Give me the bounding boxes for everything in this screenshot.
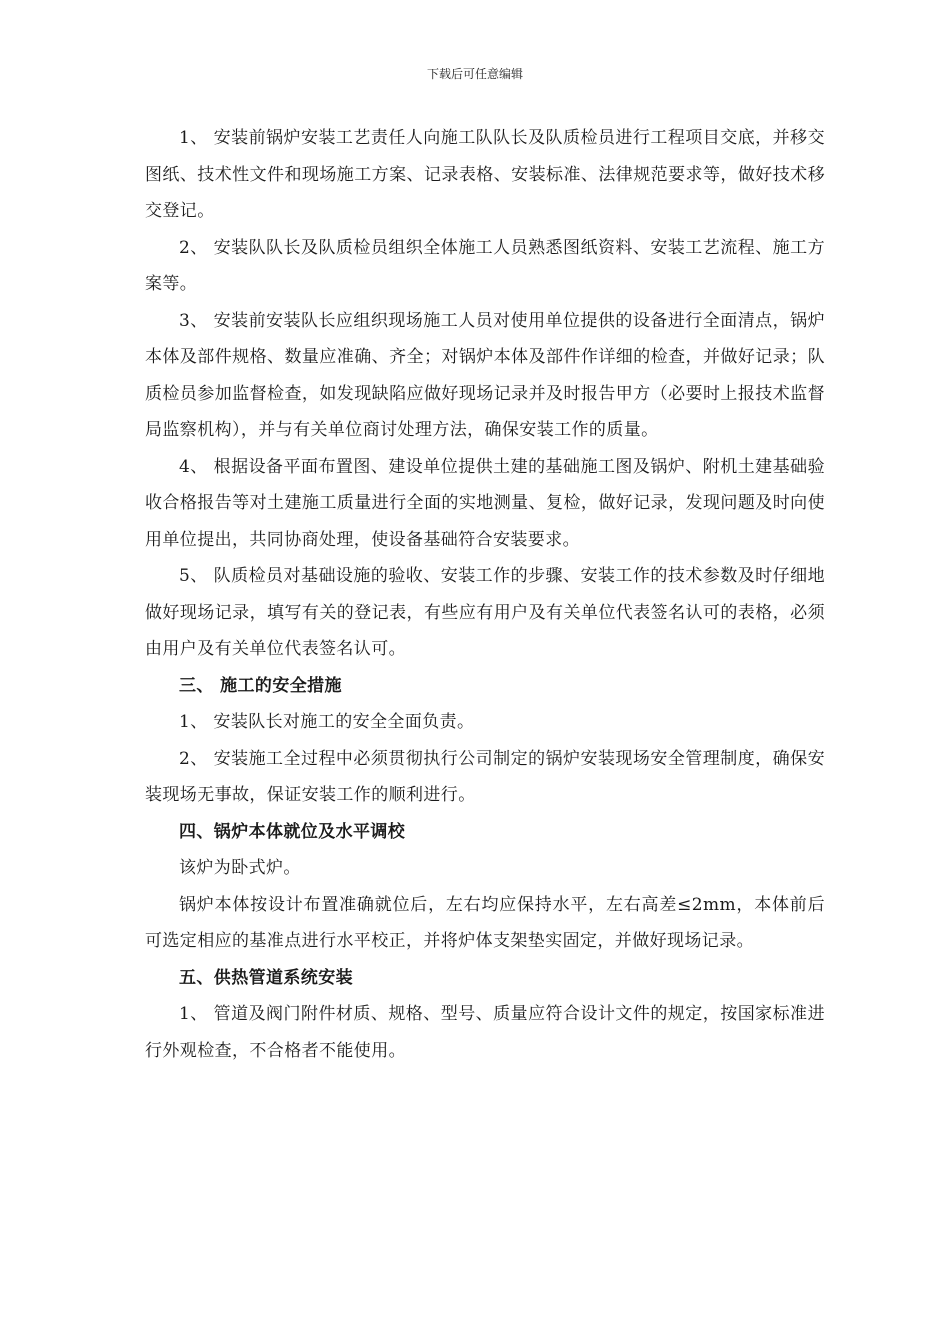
page-header: 下载后可任意编辑 — [426, 67, 523, 81]
document-body — [145, 120, 825, 1069]
paragraph-4: 4、 根据设备平面布置图、建设单位提供土建的基础施工图及锅炉、附机土建基础验收合格报告等对土建施工质量进行全面的实地测量、复检，做好记录，发现问题及时向使用单位提出，共同协商处理，使设备基础符合安装要求。 — [145, 456, 825, 550]
paragraph-5: 5、 队质检员对基础设施的验收、安装工作的步骤、安装工作的技术参数及时仔细地做好现场记录，填写有关的登记表，有些应有用户及有关单位代表签名认可的表格，必须由用户及有关单位代表签名认可。 — [145, 566, 825, 659]
section-3-paragraph-1: 1、 安装队长对施工的安全全面负责。 — [179, 712, 475, 732]
section-heading-4: 四、锅炉本体就位及水平调校 — [179, 821, 406, 842]
paragraph-3: 3、 安装前安装队长应组织现场施工人员对使用单位提供的设备进行全面清点，锅炉本体及部件规格、数量应准确、齐全；对锅炉本体及部件作详细的检查，并做好记录；队质检员参加监督检查，如发现缺陷应做好现场记录并及时报告甲方（必要时上报技术监督局监察机构），并与有关单位商讨处理方法，确保安装工作的质量。 — [145, 310, 825, 440]
section-5-paragraph-1: 1、 管道及阀门附件材质、规格、型号、质量应符合设计文件的规定，按国家标准进行外观检查，不合格者不能使用。 — [145, 1004, 825, 1061]
section-heading-5: 五、供热管道系统安装 — [179, 967, 353, 988]
section-3-paragraph-2: 2、 安装施工全过程中必须贯彻执行公司制定的锅炉安装现场安全管理制度，确保安装现场无事故，保证安装工作的顺利进行。 — [145, 748, 825, 805]
paragraph-2: 2、 安装队队长及队质检员组织全体施工人员熟悉图纸资料、安装工艺流程、施工方案等。 — [145, 237, 825, 294]
section-4-paragraph-1: 该炉为卧式炉。 — [179, 858, 301, 878]
section-heading-3: 三、 施工的安全措施 — [179, 675, 342, 696]
section-4-paragraph-2: 锅炉本体按设计布置准确就位后，左右均应保持水平，左右高差≤2mm，本体前后可选定相应的基准点进行水平校正，并将炉体支架垫实固定，并做好现场记录。 — [145, 894, 825, 951]
paragraph-1: 1、 安装前锅炉安装工艺责任人向施工队队长及队质检员进行工程项目交底，并移交图纸、技术性文件和现场施工方案、记录表格、安装标准、法律规范要求等，做好技术移交登记。 — [145, 128, 825, 221]
